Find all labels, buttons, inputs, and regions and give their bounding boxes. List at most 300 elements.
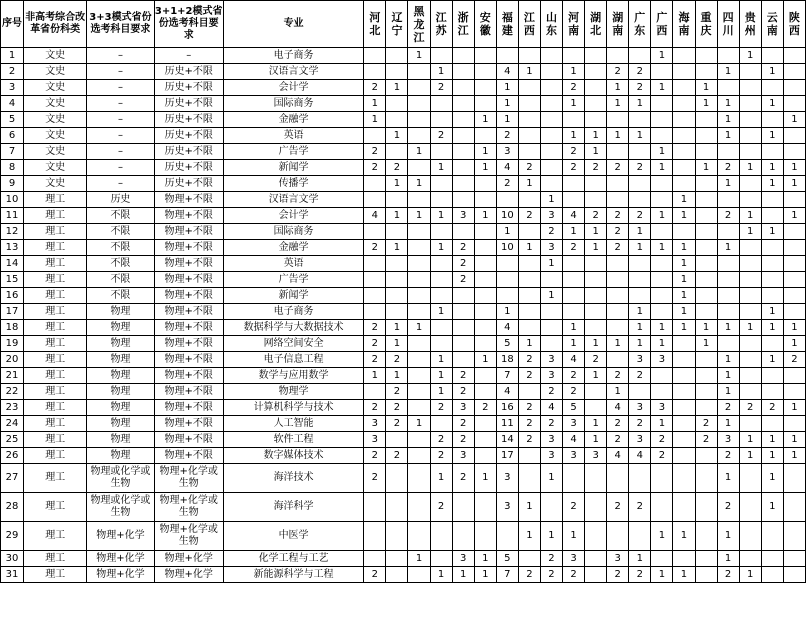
cell-quota bbox=[761, 80, 783, 96]
cell-quota bbox=[695, 144, 717, 160]
cell-quota bbox=[408, 493, 430, 522]
cell-quota bbox=[408, 112, 430, 128]
cell-quota bbox=[673, 551, 695, 567]
cell-quota bbox=[585, 384, 607, 400]
cell-quota: 3 bbox=[496, 493, 518, 522]
cell-quota bbox=[607, 48, 629, 64]
cell-no: 2 bbox=[1, 64, 24, 80]
cell-quota bbox=[607, 272, 629, 288]
table-row bbox=[1, 320, 806, 336]
cell-quota bbox=[607, 464, 629, 493]
cell-quota bbox=[430, 192, 452, 208]
cell-quota: 5 bbox=[563, 400, 585, 416]
cell-req-3plus3: 历史 bbox=[87, 192, 154, 208]
cell-quota: 1 bbox=[430, 304, 452, 320]
cell-quota: 1 bbox=[518, 493, 540, 522]
cell-quota bbox=[540, 304, 562, 320]
cell-quota bbox=[629, 48, 651, 64]
cell-quota: 4 bbox=[496, 384, 518, 400]
cell-no: 20 bbox=[1, 352, 24, 368]
cell-quota bbox=[540, 80, 562, 96]
cell-quota: 3 bbox=[563, 551, 585, 567]
cell-quota bbox=[651, 493, 673, 522]
cell-quota bbox=[783, 288, 805, 304]
cell-category: 理工 bbox=[24, 400, 87, 416]
cell-quota bbox=[761, 416, 783, 432]
cell-quota: 2 bbox=[629, 208, 651, 224]
cell-quota: 4 bbox=[563, 352, 585, 368]
cell-quota: 1 bbox=[386, 336, 408, 352]
cell-quota: 1 bbox=[717, 128, 739, 144]
cell-quota bbox=[761, 208, 783, 224]
cell-quota bbox=[761, 240, 783, 256]
cell-category: 文史 bbox=[24, 80, 87, 96]
cell-quota bbox=[739, 64, 761, 80]
cell-quota: 1 bbox=[673, 192, 695, 208]
cell-req-3plus3: – bbox=[87, 128, 154, 144]
cell-quota bbox=[474, 48, 496, 64]
cell-quota: 1 bbox=[474, 567, 496, 583]
table-row bbox=[1, 551, 806, 567]
cell-quota: 1 bbox=[783, 160, 805, 176]
cell-req-3plus3: – bbox=[87, 48, 154, 64]
cell-quota: 3 bbox=[364, 416, 386, 432]
header-province: 福建 bbox=[496, 1, 518, 48]
cell-quota bbox=[585, 464, 607, 493]
cell-quota bbox=[695, 288, 717, 304]
cell-quota bbox=[452, 224, 474, 240]
cell-quota bbox=[651, 128, 673, 144]
cell-quota: 2 bbox=[364, 80, 386, 96]
cell-quota: 2 bbox=[563, 80, 585, 96]
cell-quota bbox=[408, 80, 430, 96]
cell-quota bbox=[673, 224, 695, 240]
table-row bbox=[1, 208, 806, 224]
cell-quota bbox=[518, 551, 540, 567]
cell-quota bbox=[629, 464, 651, 493]
cell-quota bbox=[452, 128, 474, 144]
cell-quota: 1 bbox=[783, 448, 805, 464]
cell-quota: 1 bbox=[430, 208, 452, 224]
cell-quota: 1 bbox=[673, 208, 695, 224]
cell-quota: 2 bbox=[607, 432, 629, 448]
cell-quota bbox=[364, 128, 386, 144]
cell-quota: 17 bbox=[496, 448, 518, 464]
cell-req-3plus3: 物理 bbox=[87, 368, 154, 384]
cell-quota: 1 bbox=[651, 320, 673, 336]
cell-quota: 1 bbox=[739, 48, 761, 64]
cell-quota: 3 bbox=[585, 448, 607, 464]
cell-quota bbox=[739, 128, 761, 144]
cell-quota bbox=[585, 272, 607, 288]
cell-quota: 1 bbox=[474, 352, 496, 368]
cell-quota: 1 bbox=[739, 160, 761, 176]
table-row bbox=[1, 144, 806, 160]
cell-quota bbox=[783, 224, 805, 240]
cell-quota: 1 bbox=[607, 80, 629, 96]
cell-req-3plus1plus2: 历史+不限 bbox=[154, 112, 223, 128]
cell-quota: 1 bbox=[607, 384, 629, 400]
cell-quota: 3 bbox=[540, 208, 562, 224]
cell-category: 文史 bbox=[24, 144, 87, 160]
cell-quota: 2 bbox=[364, 400, 386, 416]
cell-quota: 2 bbox=[717, 493, 739, 522]
cell-quota bbox=[695, 567, 717, 583]
header-province: 安徽 bbox=[474, 1, 496, 48]
cell-quota bbox=[408, 567, 430, 583]
cell-quota: 2 bbox=[629, 493, 651, 522]
cell-req-3plus1plus2: 历史+不限 bbox=[154, 96, 223, 112]
cell-quota: 1 bbox=[563, 64, 585, 80]
cell-quota bbox=[386, 288, 408, 304]
cell-quota: 4 bbox=[496, 320, 518, 336]
cell-quota bbox=[364, 272, 386, 288]
cell-category: 文史 bbox=[24, 160, 87, 176]
cell-req-3plus1plus2: 物理+不限 bbox=[154, 272, 223, 288]
cell-quota bbox=[408, 464, 430, 493]
cell-req-3plus3: 物理+化学 bbox=[87, 551, 154, 567]
cell-major: 广告学 bbox=[223, 272, 364, 288]
cell-quota bbox=[673, 400, 695, 416]
cell-quota: 1 bbox=[496, 304, 518, 320]
cell-quota bbox=[739, 80, 761, 96]
cell-quota bbox=[364, 304, 386, 320]
header-province: 辽宁 bbox=[386, 1, 408, 48]
cell-major: 汉语言文学 bbox=[223, 192, 364, 208]
cell-quota: 2 bbox=[629, 160, 651, 176]
header-province: 广东 bbox=[629, 1, 651, 48]
cell-quota: 2 bbox=[430, 80, 452, 96]
cell-quota bbox=[474, 128, 496, 144]
cell-major: 国际商务 bbox=[223, 224, 364, 240]
table-row bbox=[1, 128, 806, 144]
cell-quota bbox=[673, 416, 695, 432]
cell-quota: 2 bbox=[607, 208, 629, 224]
cell-quota bbox=[739, 384, 761, 400]
cell-quota bbox=[607, 144, 629, 160]
header-province: 重庆 bbox=[695, 1, 717, 48]
cell-quota: 1 bbox=[563, 522, 585, 551]
cell-quota: 2 bbox=[717, 567, 739, 583]
cell-quota: 2 bbox=[607, 567, 629, 583]
cell-quota bbox=[452, 64, 474, 80]
table-row bbox=[1, 240, 806, 256]
cell-quota: 3 bbox=[651, 352, 673, 368]
cell-quota: 2 bbox=[695, 416, 717, 432]
cell-no: 28 bbox=[1, 493, 24, 522]
table-row bbox=[1, 224, 806, 240]
cell-req-3plus1plus2: 物理+化学 bbox=[154, 567, 223, 583]
cell-quota bbox=[408, 224, 430, 240]
cell-quota bbox=[474, 256, 496, 272]
cell-quota bbox=[761, 48, 783, 64]
cell-quota: 3 bbox=[540, 368, 562, 384]
cell-quota: 5 bbox=[496, 336, 518, 352]
cell-quota bbox=[563, 48, 585, 64]
cell-quota bbox=[430, 176, 452, 192]
cell-no: 17 bbox=[1, 304, 24, 320]
cell-req-3plus1plus2: 物理+不限 bbox=[154, 320, 223, 336]
cell-quota bbox=[563, 256, 585, 272]
table-row bbox=[1, 352, 806, 368]
cell-quota bbox=[673, 112, 695, 128]
cell-quota: 1 bbox=[386, 320, 408, 336]
cell-quota: 1 bbox=[717, 96, 739, 112]
cell-quota: 2 bbox=[518, 352, 540, 368]
cell-quota bbox=[607, 320, 629, 336]
cell-quota: 1 bbox=[430, 464, 452, 493]
cell-quota: 1 bbox=[651, 48, 673, 64]
cell-category: 理工 bbox=[24, 567, 87, 583]
cell-quota: 1 bbox=[651, 160, 673, 176]
cell-quota bbox=[540, 128, 562, 144]
cell-quota bbox=[783, 567, 805, 583]
cell-quota bbox=[761, 522, 783, 551]
cell-quota: 1 bbox=[761, 304, 783, 320]
table-row bbox=[1, 464, 806, 493]
cell-quota bbox=[783, 416, 805, 432]
cell-quota bbox=[430, 224, 452, 240]
cell-quota: 2 bbox=[364, 240, 386, 256]
cell-quota: 1 bbox=[783, 112, 805, 128]
cell-quota: 2 bbox=[717, 448, 739, 464]
cell-quota: 2 bbox=[364, 160, 386, 176]
cell-no: 4 bbox=[1, 96, 24, 112]
cell-quota: 1 bbox=[364, 96, 386, 112]
cell-quota: 2 bbox=[518, 208, 540, 224]
cell-quota: 1 bbox=[761, 128, 783, 144]
cell-quota: 2 bbox=[452, 368, 474, 384]
cell-quota bbox=[739, 96, 761, 112]
cell-quota: 2 bbox=[585, 160, 607, 176]
cell-no: 31 bbox=[1, 567, 24, 583]
cell-quota bbox=[563, 464, 585, 493]
cell-quota: 1 bbox=[739, 567, 761, 583]
cell-quota bbox=[386, 493, 408, 522]
cell-quota bbox=[651, 288, 673, 304]
cell-quota: 2 bbox=[518, 400, 540, 416]
cell-quota bbox=[563, 288, 585, 304]
cell-quota bbox=[430, 48, 452, 64]
cell-major: 新闻学 bbox=[223, 288, 364, 304]
cell-quota: 1 bbox=[629, 128, 651, 144]
cell-quota: 1 bbox=[585, 416, 607, 432]
cell-quota: 1 bbox=[717, 416, 739, 432]
cell-quota: 4 bbox=[607, 400, 629, 416]
cell-quota: 2 bbox=[651, 432, 673, 448]
cell-req-3plus1plus2: 物理+不限 bbox=[154, 400, 223, 416]
cell-quota: 2 bbox=[386, 400, 408, 416]
cell-quota: 3 bbox=[452, 448, 474, 464]
cell-quota bbox=[452, 176, 474, 192]
cell-quota bbox=[386, 48, 408, 64]
cell-quota bbox=[739, 240, 761, 256]
cell-quota: 1 bbox=[540, 522, 562, 551]
cell-quota: 4 bbox=[496, 160, 518, 176]
cell-req-3plus3: 物理或化学或生物 bbox=[87, 493, 154, 522]
table-row bbox=[1, 304, 806, 320]
cell-quota: 3 bbox=[496, 144, 518, 160]
cell-quota: 2 bbox=[474, 400, 496, 416]
cell-no: 27 bbox=[1, 464, 24, 493]
cell-quota bbox=[452, 320, 474, 336]
cell-quota bbox=[518, 192, 540, 208]
cell-quota: 2 bbox=[629, 567, 651, 583]
cell-quota: 3 bbox=[540, 352, 562, 368]
cell-req-3plus1plus2: 物理+不限 bbox=[154, 368, 223, 384]
cell-quota bbox=[408, 384, 430, 400]
cell-quota: 2 bbox=[563, 493, 585, 522]
cell-quota bbox=[386, 96, 408, 112]
cell-no: 18 bbox=[1, 320, 24, 336]
cell-quota bbox=[739, 493, 761, 522]
cell-quota bbox=[474, 288, 496, 304]
cell-quota: 4 bbox=[629, 448, 651, 464]
cell-quota bbox=[673, 48, 695, 64]
cell-category: 理工 bbox=[24, 416, 87, 432]
cell-quota: 2 bbox=[364, 144, 386, 160]
cell-category: 文史 bbox=[24, 176, 87, 192]
cell-quota bbox=[695, 352, 717, 368]
cell-quota bbox=[474, 336, 496, 352]
cell-quota bbox=[783, 64, 805, 80]
cell-no: 9 bbox=[1, 176, 24, 192]
cell-major: 英语 bbox=[223, 128, 364, 144]
cell-quota: 1 bbox=[783, 176, 805, 192]
table-row bbox=[1, 160, 806, 176]
cell-major: 软件工程 bbox=[223, 432, 364, 448]
cell-quota bbox=[452, 192, 474, 208]
cell-req-3plus1plus2: 历史+不限 bbox=[154, 64, 223, 80]
cell-quota bbox=[540, 493, 562, 522]
cell-req-3plus3: – bbox=[87, 64, 154, 80]
cell-quota: 3 bbox=[540, 448, 562, 464]
cell-quota bbox=[739, 192, 761, 208]
cell-major: 化学工程与工艺 bbox=[223, 551, 364, 567]
cell-quota: 1 bbox=[474, 144, 496, 160]
cell-quota bbox=[518, 80, 540, 96]
cell-quota bbox=[474, 448, 496, 464]
cell-quota bbox=[386, 432, 408, 448]
cell-quota bbox=[496, 272, 518, 288]
cell-quota: 1 bbox=[386, 240, 408, 256]
cell-quota bbox=[518, 304, 540, 320]
cell-quota: 1 bbox=[761, 464, 783, 493]
header-province: 黑龙江 bbox=[408, 1, 430, 48]
header-province: 四川 bbox=[717, 1, 739, 48]
cell-quota bbox=[761, 192, 783, 208]
cell-quota bbox=[585, 96, 607, 112]
cell-quota bbox=[783, 48, 805, 64]
cell-quota bbox=[673, 448, 695, 464]
table-row bbox=[1, 272, 806, 288]
cell-quota: 1 bbox=[695, 336, 717, 352]
cell-quota: 4 bbox=[364, 208, 386, 224]
cell-category: 文史 bbox=[24, 128, 87, 144]
cell-quota: 1 bbox=[408, 144, 430, 160]
cell-quota bbox=[651, 192, 673, 208]
cell-req-3plus1plus2: 物理+不限 bbox=[154, 336, 223, 352]
table-row bbox=[1, 112, 806, 128]
cell-quota: 1 bbox=[474, 112, 496, 128]
cell-quota bbox=[474, 384, 496, 400]
header-province: 湖北 bbox=[585, 1, 607, 48]
cell-quota: 2 bbox=[518, 368, 540, 384]
cell-major: 广告学 bbox=[223, 144, 364, 160]
cell-quota bbox=[474, 320, 496, 336]
cell-quota: 1 bbox=[585, 240, 607, 256]
header-province: 江西 bbox=[518, 1, 540, 48]
cell-quota: 2 bbox=[783, 352, 805, 368]
cell-quota: 1 bbox=[651, 416, 673, 432]
cell-major: 会计学 bbox=[223, 80, 364, 96]
cell-quota bbox=[607, 176, 629, 192]
cell-quota bbox=[518, 128, 540, 144]
cell-quota bbox=[783, 144, 805, 160]
cell-quota: 2 bbox=[607, 368, 629, 384]
cell-no: 1 bbox=[1, 48, 24, 64]
cell-quota: 1 bbox=[408, 551, 430, 567]
cell-quota: 2 bbox=[563, 567, 585, 583]
cell-quota bbox=[651, 176, 673, 192]
header-req-3plus3: 3+3模式省份选考科目要求 bbox=[87, 1, 154, 48]
cell-quota bbox=[695, 464, 717, 493]
cell-major: 物理学 bbox=[223, 384, 364, 400]
cell-quota: 1 bbox=[761, 96, 783, 112]
cell-quota bbox=[651, 64, 673, 80]
cell-req-3plus3: 物理 bbox=[87, 320, 154, 336]
cell-req-3plus1plus2: 物理+化学或生物 bbox=[154, 493, 223, 522]
cell-quota: 1 bbox=[651, 80, 673, 96]
cell-quota: 4 bbox=[563, 432, 585, 448]
cell-quota: 1 bbox=[739, 432, 761, 448]
cell-quota bbox=[563, 304, 585, 320]
table-row bbox=[1, 256, 806, 272]
cell-req-3plus1plus2: 物理+不限 bbox=[154, 288, 223, 304]
cell-quota bbox=[430, 144, 452, 160]
cell-quota bbox=[629, 176, 651, 192]
cell-req-3plus3: 物理或化学或生物 bbox=[87, 464, 154, 493]
cell-req-3plus1plus2: 历史+不限 bbox=[154, 80, 223, 96]
cell-quota bbox=[518, 464, 540, 493]
cell-quota: 1 bbox=[452, 567, 474, 583]
cell-quota: 1 bbox=[717, 551, 739, 567]
cell-req-3plus3: 不限 bbox=[87, 240, 154, 256]
cell-req-3plus1plus2: 物理+化学或生物 bbox=[154, 464, 223, 493]
cell-quota bbox=[585, 400, 607, 416]
cell-req-3plus3: 物理 bbox=[87, 432, 154, 448]
cell-category: 理工 bbox=[24, 384, 87, 400]
cell-major: 人工智能 bbox=[223, 416, 364, 432]
header-category: 非高考综合改革省份科类 bbox=[24, 1, 87, 48]
cell-quota: 2 bbox=[739, 400, 761, 416]
cell-quota bbox=[695, 208, 717, 224]
cell-quota: 2 bbox=[364, 567, 386, 583]
cell-quota bbox=[364, 192, 386, 208]
cell-quota: 2 bbox=[386, 160, 408, 176]
cell-quota bbox=[651, 368, 673, 384]
cell-quota bbox=[651, 272, 673, 288]
cell-quota bbox=[386, 64, 408, 80]
cell-quota: 1 bbox=[563, 320, 585, 336]
cell-req-3plus3: 物理+化学 bbox=[87, 522, 154, 551]
table-row bbox=[1, 384, 806, 400]
cell-quota: 1 bbox=[673, 256, 695, 272]
cell-quota bbox=[408, 304, 430, 320]
cell-quota: 1 bbox=[651, 522, 673, 551]
cell-quota bbox=[474, 272, 496, 288]
cell-req-3plus1plus2: 物理+不限 bbox=[154, 224, 223, 240]
